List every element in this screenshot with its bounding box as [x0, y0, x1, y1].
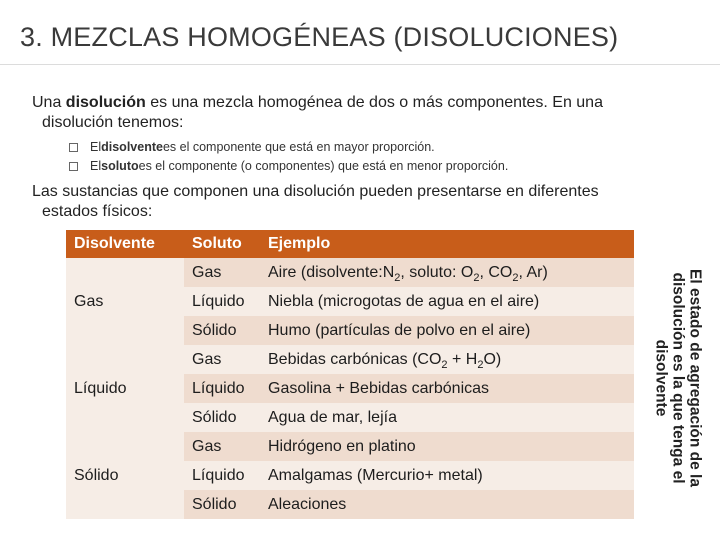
table-header-row: [66, 230, 634, 258]
cell-solute: Líquido: [192, 292, 245, 310]
bullet-item-solvent: [69, 138, 508, 157]
states-text-2: estados físicos:: [42, 203, 153, 220]
bullet-post: es el componente que está en mayor proporción.: [162, 140, 435, 154]
cell-solvent: Sólido: [66, 432, 184, 519]
cell-example: Humo (partículas de polvo en el aire): [260, 316, 634, 345]
header-soluto: Soluto: [184, 230, 260, 258]
cell-solute: Sólido: [192, 408, 237, 426]
bullet-pre: El: [90, 140, 102, 154]
cell-example: Aire ($disolvente:N_2$, soluto: $O_2$, $CO_2$, Ar): [260, 258, 634, 287]
cell-solvent: Líquido: [66, 345, 184, 432]
square-bullet-icon: [69, 162, 78, 171]
states-text-1: Las sustancias que componen una disolución pueden presentarse en diferentes: [32, 183, 599, 200]
table-row: [66, 258, 634, 287]
cell-solute: Sólido: [184, 316, 260, 345]
intro-text-1: Una: [32, 94, 66, 111]
table-body: [66, 258, 634, 519]
cell-solvent: Gas: [66, 258, 184, 345]
intro-text-2: es una mezcla homogénea de dos o más componentes. En una: [145, 94, 603, 111]
header-disolvente: Disolvente: [66, 230, 184, 258]
side-note-text: El estado de agregación de la disolución es la que tenga el disolvente: [652, 269, 704, 487]
bullet-term: soluto: [101, 159, 139, 173]
cell-solute: Líquido: [192, 466, 245, 484]
intro-bold-term: disolución: [65, 94, 146, 111]
intro-paragraph: [32, 93, 692, 133]
square-bullet-icon: [69, 143, 78, 152]
cell-example: Hidrógeno en platino: [260, 432, 634, 461]
cell-solute: Líquido: [184, 374, 260, 403]
solutions-table: [66, 230, 634, 519]
cell-solute: Gas: [192, 350, 222, 368]
bullet-term: disolvente: [101, 140, 163, 154]
definition-list: [69, 138, 508, 176]
cell-example: Amalgamas (Mercurio+ metal): [268, 466, 483, 484]
cell-example: Gasolina + Bebidas carbónicas: [260, 374, 634, 403]
side-note: [636, 258, 720, 498]
bullet-pre: El: [90, 159, 102, 173]
title-divider: [0, 64, 720, 65]
cell-solute: Gas: [184, 432, 260, 461]
slide-title: 3. MEZCLAS HOMOGÉNEAS (DISOLUCIONES): [20, 22, 619, 52]
intro-text-3: disolución tenemos:: [42, 114, 184, 131]
cell-example: Niebla (microgotas de agua en el aire): [268, 292, 540, 310]
states-paragraph: [32, 182, 692, 222]
table-row: [66, 345, 634, 374]
table-row: [66, 432, 634, 461]
bullet-post: es el componente (o componentes) que está en menor proporción.: [138, 159, 509, 173]
bullet-item-solute: [69, 157, 508, 176]
cell-example: Agua de mar, lejía: [268, 408, 397, 426]
cell-example: Aleaciones: [260, 490, 634, 519]
cell-example: Bebidas carbónicas $(CO_2 + H_2O)$: [268, 350, 502, 371]
cell-solute: Gas: [184, 258, 260, 287]
cell-solute: Sólido: [184, 490, 260, 519]
header-ejemplo: Ejemplo: [260, 230, 634, 258]
